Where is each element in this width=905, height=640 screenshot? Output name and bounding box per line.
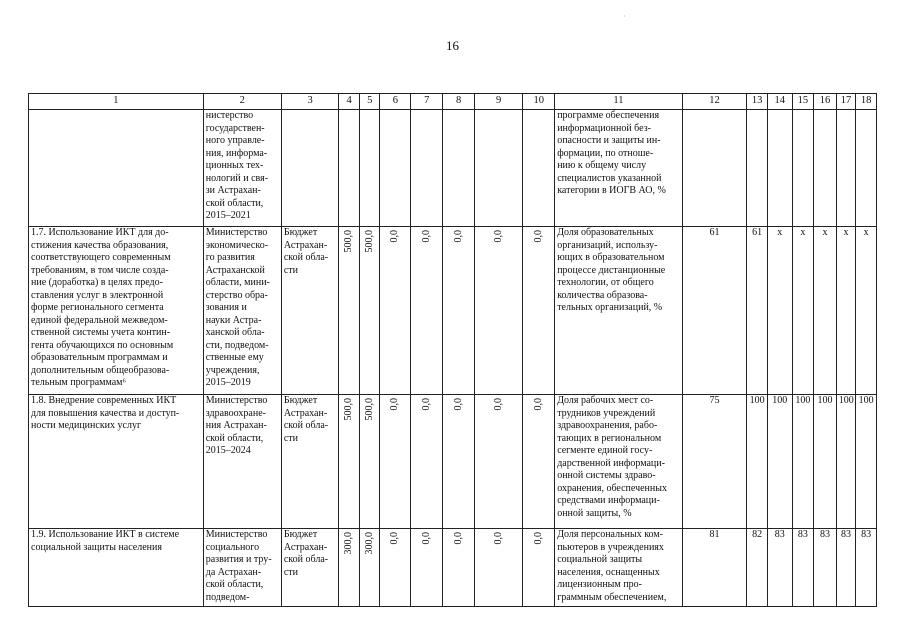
funding-source: Бюджет Астрахан- ской обла- сти — [281, 227, 339, 395]
target-cell: x — [767, 227, 792, 395]
indicator-text: Доля рабочих мест со- трудников учреждений здравоохранения, рабо- тающих в региональном сегменте единой госу- дарственной информаци- онной системы здраво- охранения, обеспеченных средствами информаци- онной защиты, % — [555, 395, 682, 529]
table-row — [29, 110, 877, 227]
measure-name: 1.8. Внедрение современных ИКТ для повышения качества и доступ- ности медицинских услуг — [29, 395, 204, 529]
measure-name: 1.7. Использование ИКТ для до- стижения качества образования, соответствующего современным требованиям, в том числе созда- ние (доработка) в целях предо- ставления услуг в электронной форме регионального сегмента единой федеральной межведом- ственной системы учета контин- гента обучающихся по основным образовательным программам и дополнительным общеобразова- тельным программам⁶ — [29, 227, 204, 395]
header-cell: 13 — [747, 94, 768, 110]
target-cell — [814, 110, 837, 227]
target-cell: 82 — [747, 529, 768, 607]
table-row — [29, 529, 877, 607]
target-cell: 83 — [792, 529, 814, 607]
target-cell: 100 — [814, 395, 837, 529]
value-cell — [475, 110, 523, 227]
program-measures-table — [28, 93, 877, 607]
header-cell: 8 — [443, 94, 475, 110]
header-cell: 2 — [203, 94, 281, 110]
indicator-text: Доля образовательных организаций, использу- ющих в образовательном процессе дистанционные технологии, от общего количества образова- тельных организаций, % — [555, 227, 682, 395]
executor: Министерство экономическо- го развития Астраханской области, мини- стерство обра- зования и науки Астра- ханской обла- сти, подведом- ственные ему учреждения, 2015–2019 — [203, 227, 281, 395]
value-cell: 0,0 — [443, 529, 475, 607]
target-cell: 83 — [856, 529, 877, 607]
value-cell — [359, 110, 380, 227]
target-cell: 75 — [682, 395, 747, 529]
table-row — [29, 395, 877, 529]
value-cell: 300,0 — [359, 529, 380, 607]
target-cell: 83 — [767, 529, 792, 607]
value-cell: 0,0 — [475, 395, 523, 529]
header-cell: 17 — [836, 94, 856, 110]
target-cell: x — [814, 227, 837, 395]
target-cell — [856, 110, 877, 227]
executor: Министерство здравоохране- ния Астрахан- ской области, 2015–2024 — [203, 395, 281, 529]
header-cell: 9 — [475, 94, 523, 110]
value-cell: 0,0 — [380, 529, 411, 607]
funding-source: Бюджет Астрахан- ской обла- сти — [281, 529, 339, 607]
table-row — [29, 227, 877, 395]
value-cell — [411, 110, 443, 227]
value-cell: 300,0 — [339, 529, 360, 607]
value-cell: 500,0 — [359, 395, 380, 529]
target-cell: x — [792, 227, 814, 395]
funding-source — [281, 110, 339, 227]
target-cell: 83 — [836, 529, 856, 607]
value-cell: 0,0 — [411, 395, 443, 529]
target-cell: 100 — [836, 395, 856, 529]
target-cell: x — [836, 227, 856, 395]
target-cell — [836, 110, 856, 227]
target-cell: 61 — [747, 227, 768, 395]
header-cell: 7 — [411, 94, 443, 110]
value-cell: 0,0 — [475, 529, 523, 607]
value-cell — [443, 110, 475, 227]
value-cell — [523, 110, 555, 227]
header-row — [29, 94, 877, 110]
value-cell — [339, 110, 360, 227]
header-cell: 16 — [814, 94, 837, 110]
indicator-text: программе обеспечения информационной без- опасности и защиты ин- формации, по отноше- нию к общему числу специалистов указанной категории в ИОГВ АО, % — [555, 110, 682, 227]
value-cell: 500,0 — [339, 395, 360, 529]
target-cell — [747, 110, 768, 227]
page-number: 16 — [446, 38, 459, 53]
header-cell: 14 — [767, 94, 792, 110]
header-cell: 18 — [856, 94, 877, 110]
executor: нистерство государствен- ного управле- ния, информа- ционных тех- нологий и свя- зи Астрахан- ской области, 2015–2021 — [203, 110, 281, 227]
value-cell: 0,0 — [475, 227, 523, 395]
target-cell — [792, 110, 814, 227]
header-cell: 3 — [281, 94, 339, 110]
measure-name: 1.9. Использование ИКТ в системе социальной защиты населения — [29, 529, 204, 607]
value-cell — [380, 110, 411, 227]
target-cell: 61 — [682, 227, 747, 395]
target-cell: 100 — [856, 395, 877, 529]
value-cell: 0,0 — [523, 227, 555, 395]
header-cell: 1 — [29, 94, 204, 110]
value-cell: 0,0 — [380, 395, 411, 529]
header-cell: 11 — [555, 94, 682, 110]
value-cell: 500,0 — [359, 227, 380, 395]
value-cell: 0,0 — [411, 529, 443, 607]
header-cell: 12 — [682, 94, 747, 110]
funding-source: Бюджет Астрахан- ской обла- сти — [281, 395, 339, 529]
target-cell — [682, 110, 747, 227]
target-cell: 81 — [682, 529, 747, 607]
measure-name — [29, 110, 204, 227]
target-cell — [767, 110, 792, 227]
value-cell: 0,0 — [523, 529, 555, 607]
value-cell: 0,0 — [380, 227, 411, 395]
value-cell: 0,0 — [411, 227, 443, 395]
header-cell: 10 — [523, 94, 555, 110]
value-cell: 0,0 — [443, 395, 475, 529]
value-cell: 0,0 — [443, 227, 475, 395]
target-cell: 100 — [747, 395, 768, 529]
target-cell: x — [856, 227, 877, 395]
header-cell: 15 — [792, 94, 814, 110]
header-cell: 4 — [339, 94, 360, 110]
indicator-text: Доля персональных ком- пьютеров в учреждениях социальной защиты населения, оснащенных лицензионным про- граммным обеспечением, — [555, 529, 682, 607]
header-cell: 5 — [359, 94, 380, 110]
target-cell: 100 — [792, 395, 814, 529]
value-cell: 0,0 — [523, 395, 555, 529]
value-cell: 500,0 — [339, 227, 360, 395]
executor: Министерство социального развития и тру- да Астрахан- ской области, подведом- — [203, 529, 281, 607]
scan-speck: · — [623, 12, 626, 21]
header-cell: 6 — [380, 94, 411, 110]
target-cell: 83 — [814, 529, 837, 607]
target-cell: 100 — [767, 395, 792, 529]
